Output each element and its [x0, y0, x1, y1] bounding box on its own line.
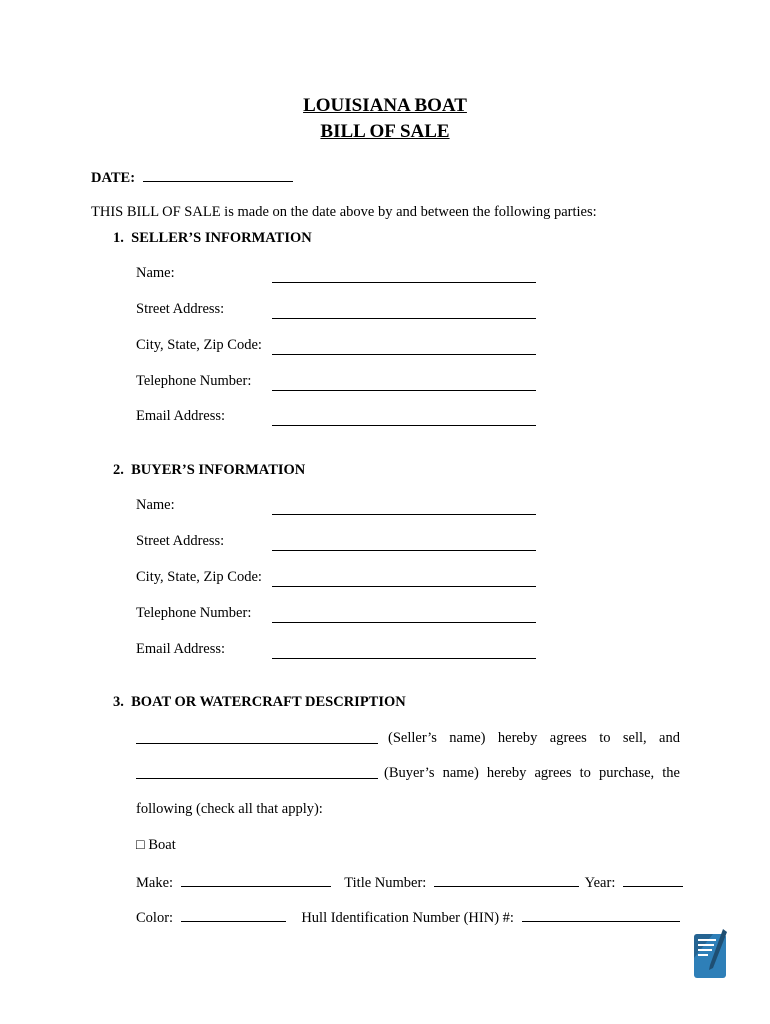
- seller-section-heading: 1. SELLER’S INFORMATION: [113, 230, 312, 246]
- seller-city-label: City, State, Zip Code:: [136, 337, 262, 353]
- buyer-street-label: Street Address:: [136, 533, 225, 549]
- seller-clause-text: (Seller’s name) hereby agrees to sell, and: [388, 730, 680, 746]
- seller-street-label: Street Address:: [136, 301, 225, 317]
- seller-city-field[interactable]: [272, 354, 536, 355]
- buyer-street-field[interactable]: [272, 550, 536, 551]
- seller-phone-field[interactable]: [272, 390, 536, 391]
- hin-label: Hull Identification Number (HIN) #:: [301, 910, 514, 926]
- buyer-clause-row: [136, 765, 680, 782]
- date-row: [91, 168, 293, 187]
- seller-email-field[interactable]: [272, 425, 536, 426]
- boat-checkbox[interactable]: □ Boat: [136, 837, 176, 853]
- year-field[interactable]: [623, 873, 683, 887]
- date-label: DATE:: [91, 170, 136, 186]
- seller-name-label: Name:: [136, 265, 175, 281]
- buyer-city-field[interactable]: [272, 586, 536, 587]
- document-title-line1: LOUISIANA BOAT: [303, 95, 467, 116]
- hin-field[interactable]: [522, 908, 680, 922]
- boat-section-heading: 3. BOAT OR WATERCRAFT DESCRIPTION: [113, 694, 406, 710]
- buyer-name-field[interactable]: [272, 514, 536, 515]
- buyer-clause-name-field[interactable]: [136, 765, 378, 779]
- buyer-clause-text: (Buyer’s name) hereby agrees to purchase, the: [384, 765, 680, 781]
- seller-phone-label: Telephone Number:: [136, 373, 252, 389]
- buyer-email-field[interactable]: [272, 658, 536, 659]
- buyer-city-label: City, State, Zip Code:: [136, 569, 262, 585]
- seller-street-field[interactable]: [272, 318, 536, 319]
- document-logo-icon: [693, 928, 729, 980]
- buyer-phone-field[interactable]: [272, 622, 536, 623]
- color-row: [136, 908, 680, 927]
- buyer-name-label: Name:: [136, 497, 175, 513]
- title-number-label: Title Number:: [344, 875, 427, 891]
- color-field[interactable]: [181, 908, 286, 922]
- make-field[interactable]: [181, 873, 331, 887]
- document-title-line2: BILL OF SALE: [320, 121, 450, 142]
- following-text: following (check all that apply):: [136, 801, 323, 817]
- seller-name-field[interactable]: [272, 282, 536, 283]
- date-field[interactable]: [143, 168, 293, 182]
- color-label: Color:: [136, 910, 174, 926]
- intro-text: THIS BILL OF SALE is made on the date above by and between the following parties:: [91, 204, 597, 220]
- buyer-email-label: Email Address:: [136, 641, 226, 657]
- year-label: Year:: [584, 875, 616, 891]
- seller-clause-name-field[interactable]: [136, 730, 378, 744]
- title-number-field[interactable]: [434, 873, 579, 887]
- seller-email-label: Email Address:: [136, 408, 226, 424]
- make-label: Make:: [136, 875, 174, 891]
- buyer-phone-label: Telephone Number:: [136, 605, 252, 621]
- buyer-section-heading: 2. BUYER’S INFORMATION: [113, 462, 306, 478]
- seller-clause-row: [136, 730, 680, 747]
- make-row: [136, 873, 683, 892]
